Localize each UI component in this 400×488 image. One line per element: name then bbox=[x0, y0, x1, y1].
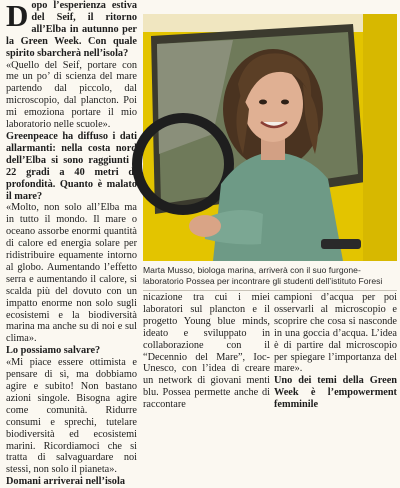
divider bbox=[143, 290, 397, 291]
article-left-column bbox=[6, 0, 137, 488]
interview-answer: «Quello del Seif, portare con me un po’ di scienza del mare partendo dal piccolo, dal microscopio, dal plancton. Poi mi emoziona portare il mio laboratorio nelle scuole». bbox=[6, 59, 137, 131]
woman-in-van-image bbox=[143, 14, 397, 261]
photo-caption: Marta Musso, biologa marina, arriverà con il suo furgone-laboratorio Possea per incontrare gli studenti dell’istituto Foresi bbox=[143, 265, 383, 286]
interview-question: Uno dei temi della Green Week è l’empowerment femminile bbox=[274, 375, 397, 411]
interview-question: Domani arriverai nell’isola bbox=[6, 476, 125, 488]
article-right-column bbox=[274, 292, 397, 411]
interview-question: Lo possiamo salvare? bbox=[6, 345, 101, 357]
drop-cap: D bbox=[6, 0, 29, 33]
article-text: campioni d’acqua per poi osservarli al microscopio e scoprire che cosa si nasconde in una goccia d’acqua. L’idea è di partire dal microscopio per spiegare l’importanza del mare». bbox=[274, 292, 397, 375]
interview-answer: «Mi piace essere ottimista e pensare di sì, ma dobbiamo agire e subito! Non bastano azioni singole. Bisogna agire come comunità. Ridurre consumi e sprechi, tutelare biodiversità ed ecosistemi marini. Ricordiamoci che si tratta di salvaguardare noi stessi, non solo il pianeta». bbox=[6, 357, 137, 476]
interview-question: Greenpeace ha diffuso i dati allarmanti: nella costa nord dell’Elba si sono raggiunti i 22 gradi a 40 metri di profondità. Quanto è malato il mare? bbox=[6, 130, 137, 202]
article-photo bbox=[143, 14, 397, 261]
article-text: nicazione tra cui i miei laboratori sul plancton e il progetto Young blue minds, ideato e sviluppato in collaborazione con il “Decennio del Mare”, Ioc-Unesco, con l’idea di creare un network di giovani menti blu. Possea permette anche di raccontare bbox=[143, 292, 270, 411]
interview-question: opo l’esperienza estiva del Seif, il ritorno all’Elba in autunno per la Green Week. Con quale spirito sbarcherà nell’isola? bbox=[6, 0, 137, 59]
article-middle-column bbox=[143, 292, 270, 411]
interview-answer: «Molto, non solo all’Elba ma in tutto il mondo. Il mare o oceano assorbe enormi quantità di calore ed energia solare per ridistribuire equamente intorno al globo. Aumentando l’effetto serra e aumentando il calore, si scalda più del dovuto con un impatto enorme non solo sugli ecosistemi e la biodiversità marina ma anche su di noi e sul clima». bbox=[6, 202, 137, 345]
